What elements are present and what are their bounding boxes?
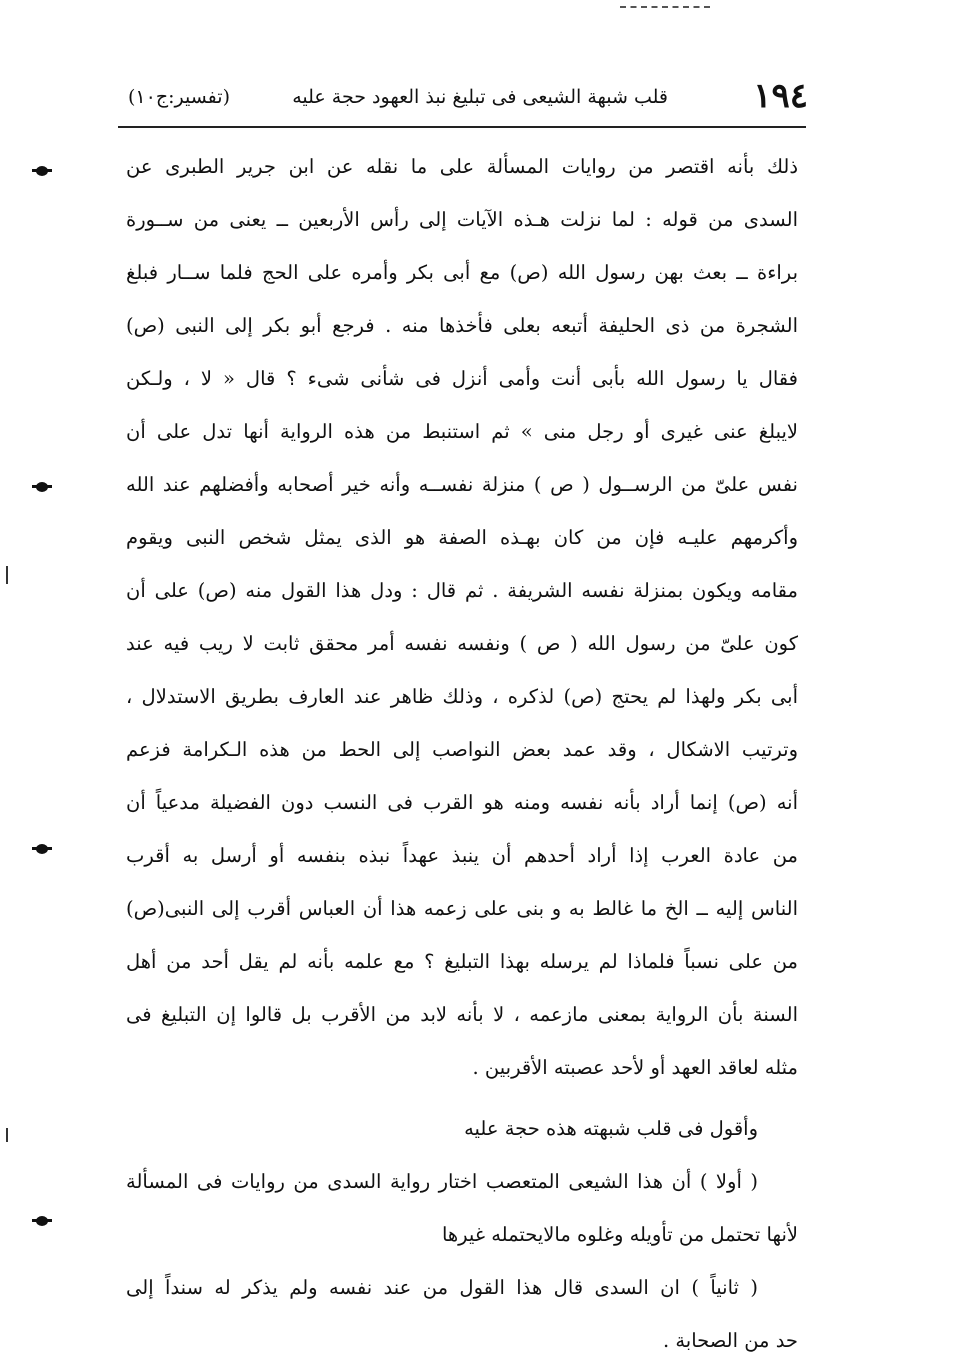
scan-edge-mark: [6, 1128, 8, 1142]
paragraph-gap: [126, 1094, 798, 1102]
text-line: أنه (ص) إنما أراد بأنه نفسه ومنه هو القرب فى النسب دون الفضيلة مدعياً أن: [126, 791, 798, 814]
text-line: لايبلغ عنى غيرى أو رجل منى » ثم استنبط من هذه الرواية أنها تدل على أن: [126, 420, 798, 443]
running-title: قلب شبهة الشيعى فى تبليغ نبذ العهود حجة عليه: [292, 86, 668, 108]
text-line: السدى من قوله : لما نزلت هـذه الآيات إلى رأس الأربعين ــ يعنى من ســورة: [126, 208, 798, 231]
scan-edge-mark: [6, 566, 8, 584]
running-volume: (تفسير:ج١٠): [128, 86, 230, 108]
text-line: ( ثانياً ) ان السدى قال هذا القول من عند نفسه ولم يذكر له سنداً إلى: [126, 1276, 758, 1299]
text-line: مثله لعاقد العهد أو لأحد عصبته الأقربين .: [472, 1056, 798, 1079]
text-line: نفس علىّ من الرســول ( ص ) منزلة نفســه وأنه خير أصحابه وأفضلهم عند الله: [126, 473, 798, 496]
text-line: أبى بكر ولهذا لم يحتج (ص) لذكره ، وذلك ظاهر عند العارف بطريق الاستدلال ،: [126, 685, 798, 708]
text-line: من عادة العرب إذا أراد أحدهم أن ينبذ عهداً نبذه بنفسه أو أرسل به أقرب: [126, 844, 798, 867]
text-line: وأقول فى قلب شبهته هذه حجة عليه: [464, 1117, 758, 1140]
text-line: وأكرمهم عليـه فإن من كان بهـذه الصفة هو الذى يمثل شخص النبى ويقوم: [126, 526, 798, 549]
text-line: من على نسباً فلماذا لم يرسله بهذا التبليغ ؟ مع علمه بأنه لم يقل أحد من أهل: [126, 950, 798, 973]
main-text: [126, 140, 798, 1367]
text-line: السنة بأن الرواية بمعنى مازعمه ، لا بأنه لابد من الأقرب بل قالوا إن التبليغ فى: [126, 1003, 798, 1026]
text-line: فقال يا رسول الله بأبى أنت وأمى أنزل فى شأنى شىء ؟ قال « لا ، ولـكن: [126, 367, 798, 390]
text-line: حد من الصحابة .: [662, 1329, 798, 1352]
text-line: وترتيب الاشكال ، وقد عمد بعض النواصب إلى الحط من هذه الـكرامة فزعم: [126, 738, 798, 761]
header-rule: [118, 126, 806, 128]
text-line: ( أولا ) أن هذا الشيعى المتعصب اختار رواية السدى من روايات فى المسألة: [126, 1170, 758, 1193]
scan-artifact: [620, 6, 710, 8]
text-line: ذلك بأنه اقتصر من روايات المسألة على ما نقله عن ابن جرير الطبرى عن: [126, 155, 798, 178]
text-line: الناس إليه ــ الخ ما غالط به و بنى على زعمه هذا أن العباس أقرب إلى النبى(ص): [126, 897, 798, 920]
text-line: الشجرة من ذى الحليفة أتبعه بعلى فأخذها منه . فرجع أبو بكر إلى النبى (ص): [126, 314, 798, 337]
text-line: مقامه ويكون بمنزلة نفسه الشريفة . ثم قال : ودل هذا القول منه (ص) على أن: [126, 579, 798, 602]
page-number: ١٩٤: [753, 76, 808, 116]
text-line: براءة ــ بعث بهن رسول الله (ص) مع أبى بكر وأمره على الحج فلما ســار فبلغ: [126, 261, 798, 284]
text-line: كون علىّ من رسول الله ( ص ) ونفسه نفسه أمر محقق ثابت لا ريب فيه عند: [126, 632, 798, 655]
text-line: لأنها تحتمل من تأويله وغلوه مالايحتمله غيرها: [441, 1223, 798, 1246]
margin-ornament: [36, 166, 48, 176]
page-header: [118, 76, 808, 120]
margin-ornament: [36, 844, 48, 854]
margin-ornament: [36, 1216, 48, 1226]
margin-ornament: [36, 482, 48, 492]
